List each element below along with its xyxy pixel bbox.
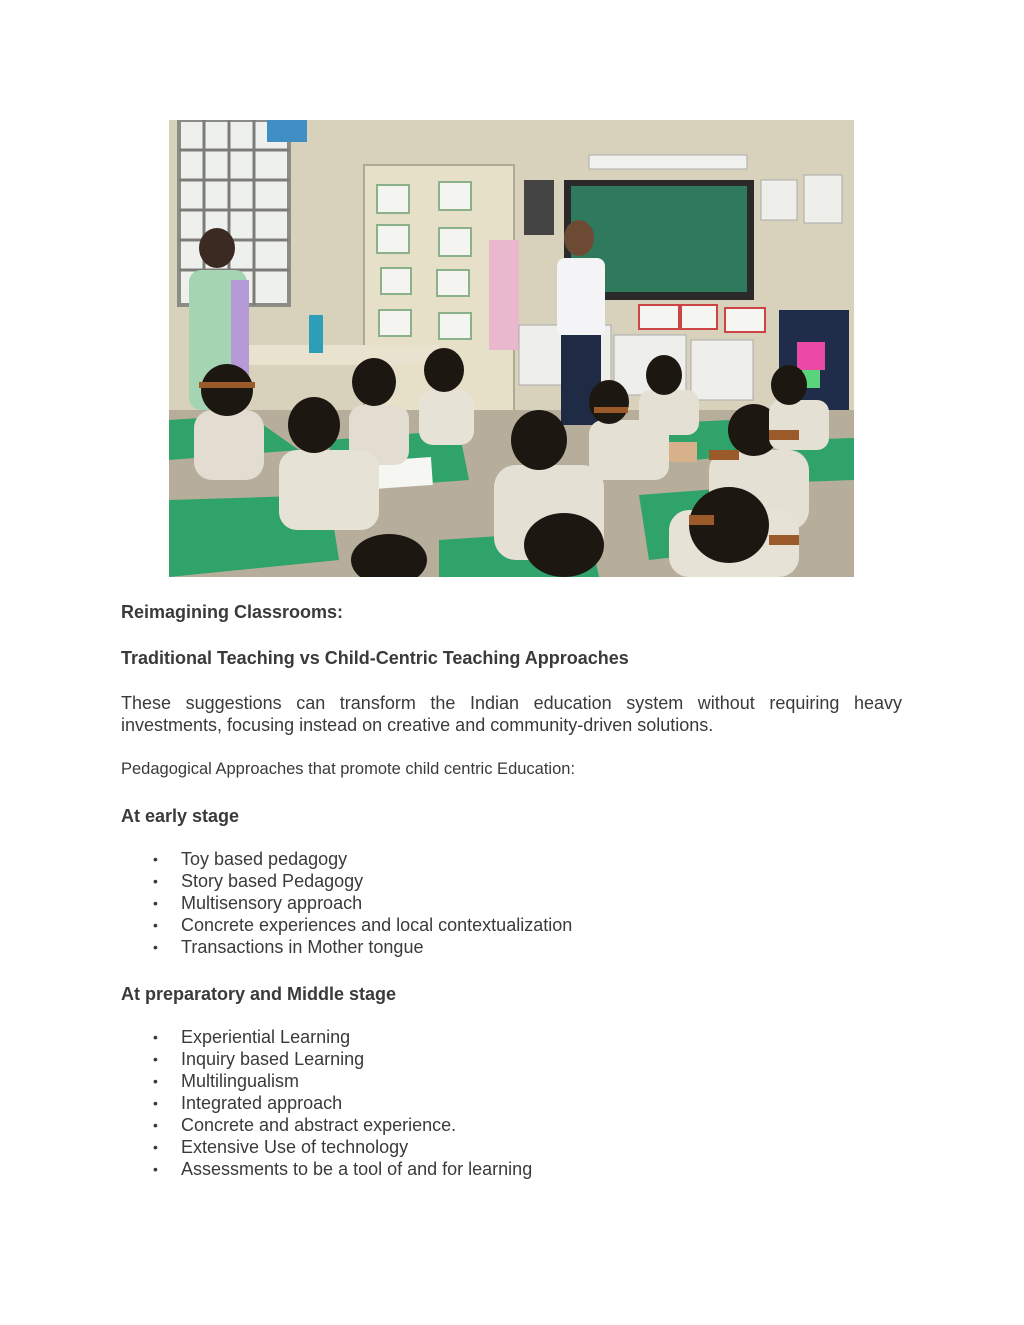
list-item: • Concrete and abstract experience.: [121, 1114, 902, 1136]
section-heading-preparatory-middle-stage: At preparatory and Middle stage: [121, 984, 397, 1004]
list-item: • Assessments to be a tool of and for learning: [121, 1158, 902, 1180]
intro-paragraph: These suggestions can transform the Indian education system without requiring heavy investments, focusing instead on creative and community-driven solutions.: [121, 693, 902, 735]
list-item: • Multisensory approach: [121, 892, 902, 914]
article-subtitle: Traditional Teaching vs Child-Centric Teaching Approaches: [121, 648, 629, 668]
preparatory-middle-stage-list: [121, 1026, 902, 1180]
list-item: • Experiential Learning: [121, 1026, 902, 1048]
list-item: • Integrated approach: [121, 1092, 902, 1114]
lead-paragraph: Pedagogical Approaches that promote child centric Education:: [121, 760, 576, 778]
list-item: • Extensive Use of technology: [121, 1136, 902, 1158]
list-item: • Inquiry based Learning: [121, 1048, 902, 1070]
list-item: • Multilingualism: [121, 1070, 902, 1092]
early-stage-list: [121, 848, 902, 958]
article-body: [121, 600, 902, 1180]
list-item: • Concrete experiences and local contextualization: [121, 914, 902, 936]
classroom-photo: [169, 120, 854, 577]
list-item: • Toy based pedagogy: [121, 848, 902, 870]
list-item: • Transactions in Mother tongue: [121, 936, 902, 958]
section-heading-early-stage: At early stage: [121, 806, 240, 826]
list-item: • Story based Pedagogy: [121, 870, 902, 892]
article-title: Reimagining Classrooms:: [121, 602, 344, 622]
